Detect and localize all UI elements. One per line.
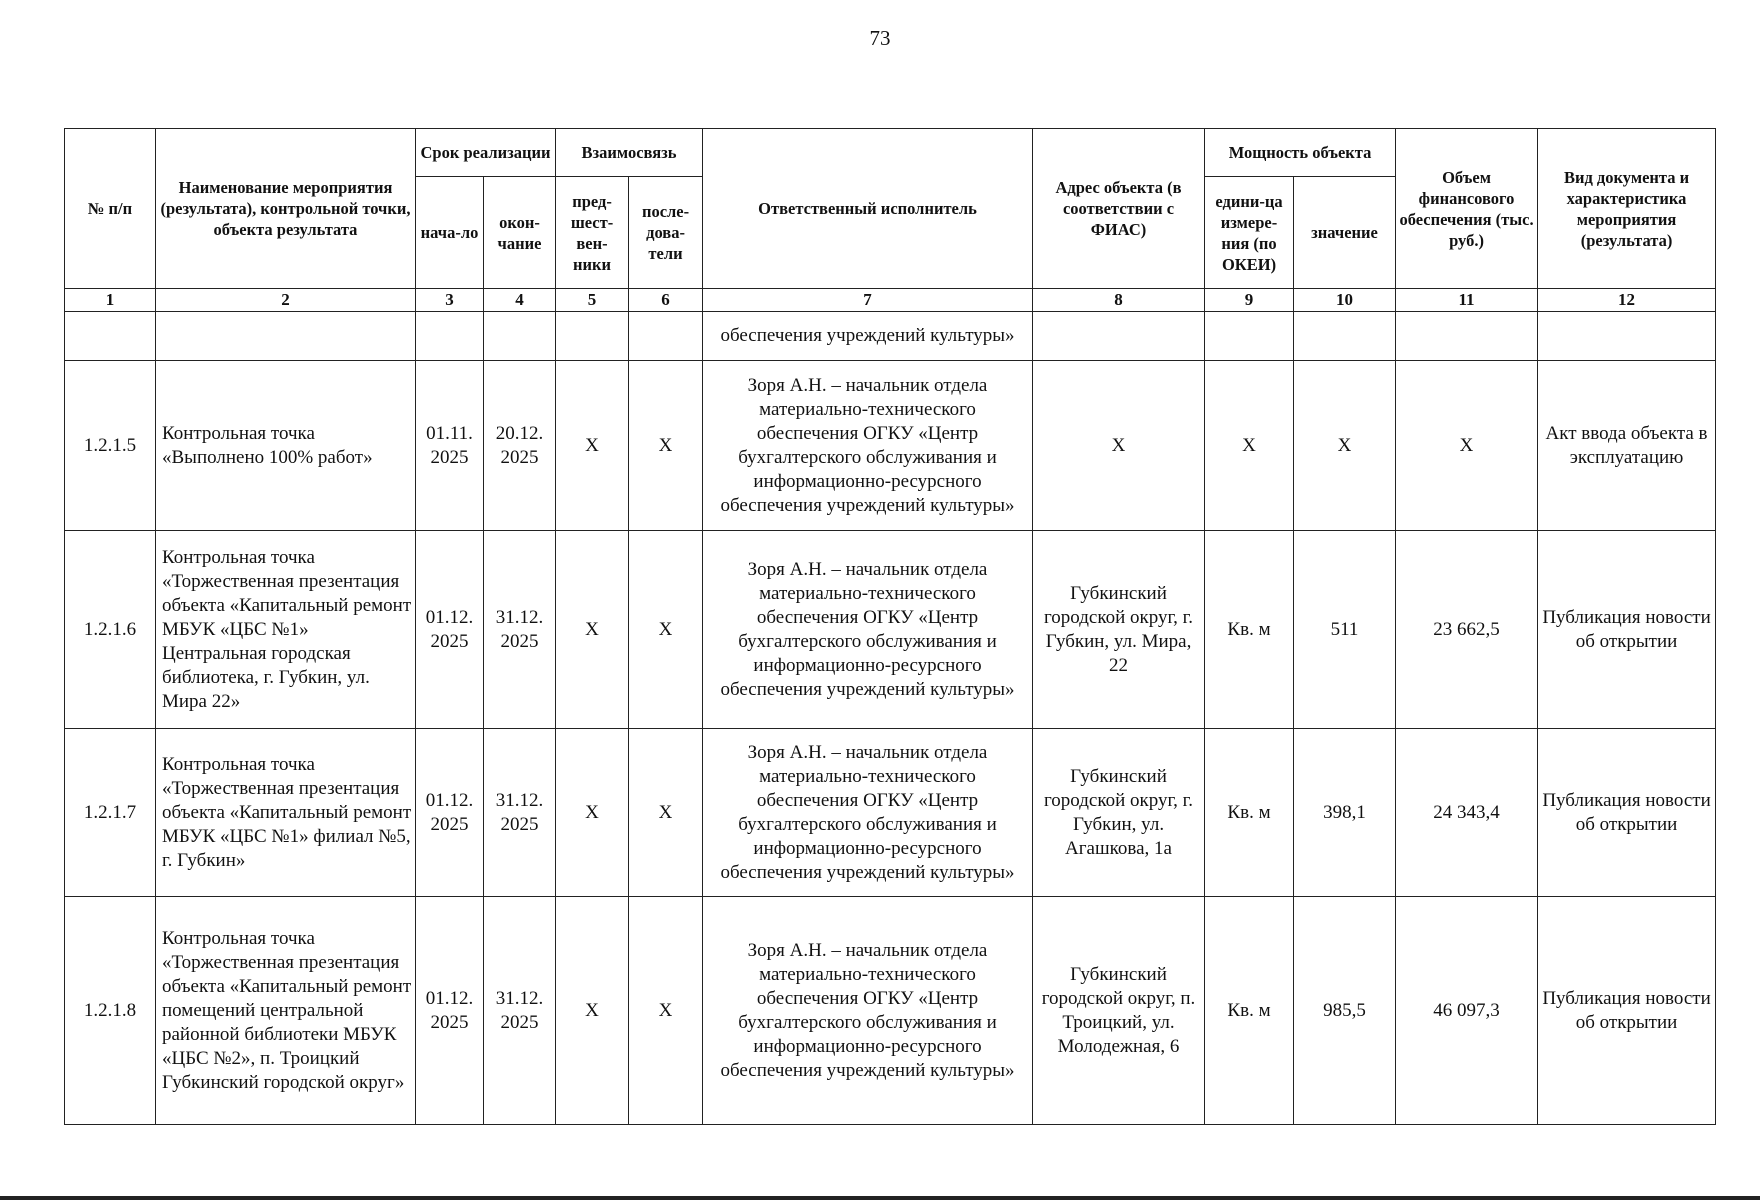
predecessors: X <box>556 531 629 729</box>
end-date: 31.12. 2025 <box>484 897 556 1125</box>
bottom-border-line <box>0 1196 1760 1200</box>
value-cell: 398,1 <box>1294 729 1396 897</box>
table-row <box>65 361 1716 531</box>
header-executor: Ответственный исполнитель <box>703 129 1033 289</box>
header-address: Адрес объекта (в соответствии с ФИАС) <box>1033 129 1205 289</box>
header-successors: после-дова-тели <box>629 177 703 289</box>
header-relation: Взаимосвязь <box>556 129 703 177</box>
doc-type-cell: Публикация новости об открытии <box>1538 729 1716 897</box>
table-row <box>65 729 1716 897</box>
end-date: 31.12. 2025 <box>484 729 556 897</box>
value-cell: 985,5 <box>1294 897 1396 1125</box>
start-date: 01.12. 2025 <box>416 729 484 897</box>
header-num: № п/п <box>65 129 156 289</box>
activity-name: Контрольная точка «Торжественная презентация объекта «Капитальный ремонт помещений центральной районной библиотеки МБУК «ЦБС №2», п. Троицкий Губкинский городской округ» <box>156 897 416 1125</box>
table-row <box>65 531 1716 729</box>
column-number: 8 <box>1033 289 1205 312</box>
column-number: 6 <box>629 289 703 312</box>
column-number: 2 <box>156 289 416 312</box>
column-number: 12 <box>1538 289 1716 312</box>
column-number: 3 <box>416 289 484 312</box>
doc-type-cell: Акт ввода объекта в эксплуатацию <box>1538 361 1716 531</box>
address-cell: X <box>1033 361 1205 531</box>
table-row <box>65 897 1716 1125</box>
header-name: Наименование мероприятия (результата), контрольной точки, объекта результата <box>156 129 416 289</box>
unit-cell: Кв. м <box>1205 531 1294 729</box>
unit-cell: Кв. м <box>1205 729 1294 897</box>
predecessors: X <box>556 897 629 1125</box>
successors: X <box>629 531 703 729</box>
finance-cell: X <box>1396 361 1538 531</box>
executor-cell: Зоря А.Н. – начальник отдела материально-технического обеспечения ОГКУ «Центр бухгалтерского обслуживания и информационно-ресурсного обеспечения учреждений культуры» <box>703 729 1033 897</box>
column-number: 5 <box>556 289 629 312</box>
end-date: 31.12. 2025 <box>484 531 556 729</box>
value-cell: 511 <box>1294 531 1396 729</box>
end-date: 20.12. 2025 <box>484 361 556 531</box>
column-number: 9 <box>1205 289 1294 312</box>
column-number: 10 <box>1294 289 1396 312</box>
activity-name: Контрольная точка «Торжественная презентация объекта «Капитальный ремонт МБУК «ЦБС №1» Центральная городская библиотека, г. Губкин, ул. Мира 22» <box>156 531 416 729</box>
predecessors: X <box>556 361 629 531</box>
column-number-row <box>65 289 1716 312</box>
successors: X <box>629 361 703 531</box>
row-number: 1.2.1.7 <box>65 729 156 897</box>
finance-cell: 23 662,5 <box>1396 531 1538 729</box>
activities-table <box>64 128 1716 1125</box>
column-number: 1 <box>65 289 156 312</box>
start-date: 01.11. 2025 <box>416 361 484 531</box>
value-cell: X <box>1294 361 1396 531</box>
header-predecessors: пред-шест-вен-ники <box>556 177 629 289</box>
executor-cell: Зоря А.Н. – начальник отдела материально-технического обеспечения ОГКУ «Центр бухгалтерского обслуживания и информационно-ресурсного обеспечения учреждений культуры» <box>703 361 1033 531</box>
unit-cell: X <box>1205 361 1294 531</box>
activity-name: Контрольная точка «Торжественная презентация объекта «Капитальный ремонт МБУК «ЦБС №1» филиал №5, г. Губкин» <box>156 729 416 897</box>
unit-cell: Кв. м <box>1205 897 1294 1125</box>
executor-cell: обеспечения учреждений культуры» <box>703 312 1033 361</box>
continuation-row <box>65 312 1716 361</box>
successors: X <box>629 897 703 1125</box>
header-doc-type: Вид документа и характеристика мероприятия (результата) <box>1538 129 1716 289</box>
executor-cell: Зоря А.Н. – начальник отдела материально-технического обеспечения ОГКУ «Центр бухгалтерского обслуживания и информационно-ресурсного обеспечения учреждений культуры» <box>703 531 1033 729</box>
header-value: значение <box>1294 177 1396 289</box>
activity-name: Контрольная точка «Выполнено 100% работ» <box>156 361 416 531</box>
start-date: 01.12. 2025 <box>416 531 484 729</box>
row-number: 1.2.1.8 <box>65 897 156 1125</box>
column-number: 7 <box>703 289 1033 312</box>
column-number: 11 <box>1396 289 1538 312</box>
page-number: 73 <box>869 26 891 50</box>
address-cell: Губкинский городской округ, п. Троицкий, ул. Молодежная, 6 <box>1033 897 1205 1125</box>
header-term-end: окон-чание <box>484 177 556 289</box>
address-cell: Губкинский городской округ, г. Губкин, ул. Агашкова, 1а <box>1033 729 1205 897</box>
row-number: 1.2.1.5 <box>65 361 156 531</box>
header-capacity: Мощность объекта <box>1205 129 1396 177</box>
successors: X <box>629 729 703 897</box>
doc-type-cell: Публикация новости об открытии <box>1538 897 1716 1125</box>
address-cell: Губкинский городской округ, г. Губкин, ул. Мира, 22 <box>1033 531 1205 729</box>
header-term: Срок реализации <box>416 129 556 177</box>
row-number: 1.2.1.6 <box>65 531 156 729</box>
header-term-start: нача-ло <box>416 177 484 289</box>
column-number: 4 <box>484 289 556 312</box>
executor-cell: Зоря А.Н. – начальник отдела материально-технического обеспечения ОГКУ «Центр бухгалтерского обслуживания и информационно-ресурсного обеспечения учреждений культуры» <box>703 897 1033 1125</box>
header-unit: едини-ца измере-ния (по ОКЕИ) <box>1205 177 1294 289</box>
finance-cell: 24 343,4 <box>1396 729 1538 897</box>
doc-type-cell: Публикация новости об открытии <box>1538 531 1716 729</box>
predecessors: X <box>556 729 629 897</box>
finance-cell: 46 097,3 <box>1396 897 1538 1125</box>
start-date: 01.12. 2025 <box>416 897 484 1125</box>
header-finance: Объем финансового обеспечения (тыс. руб.) <box>1396 129 1538 289</box>
